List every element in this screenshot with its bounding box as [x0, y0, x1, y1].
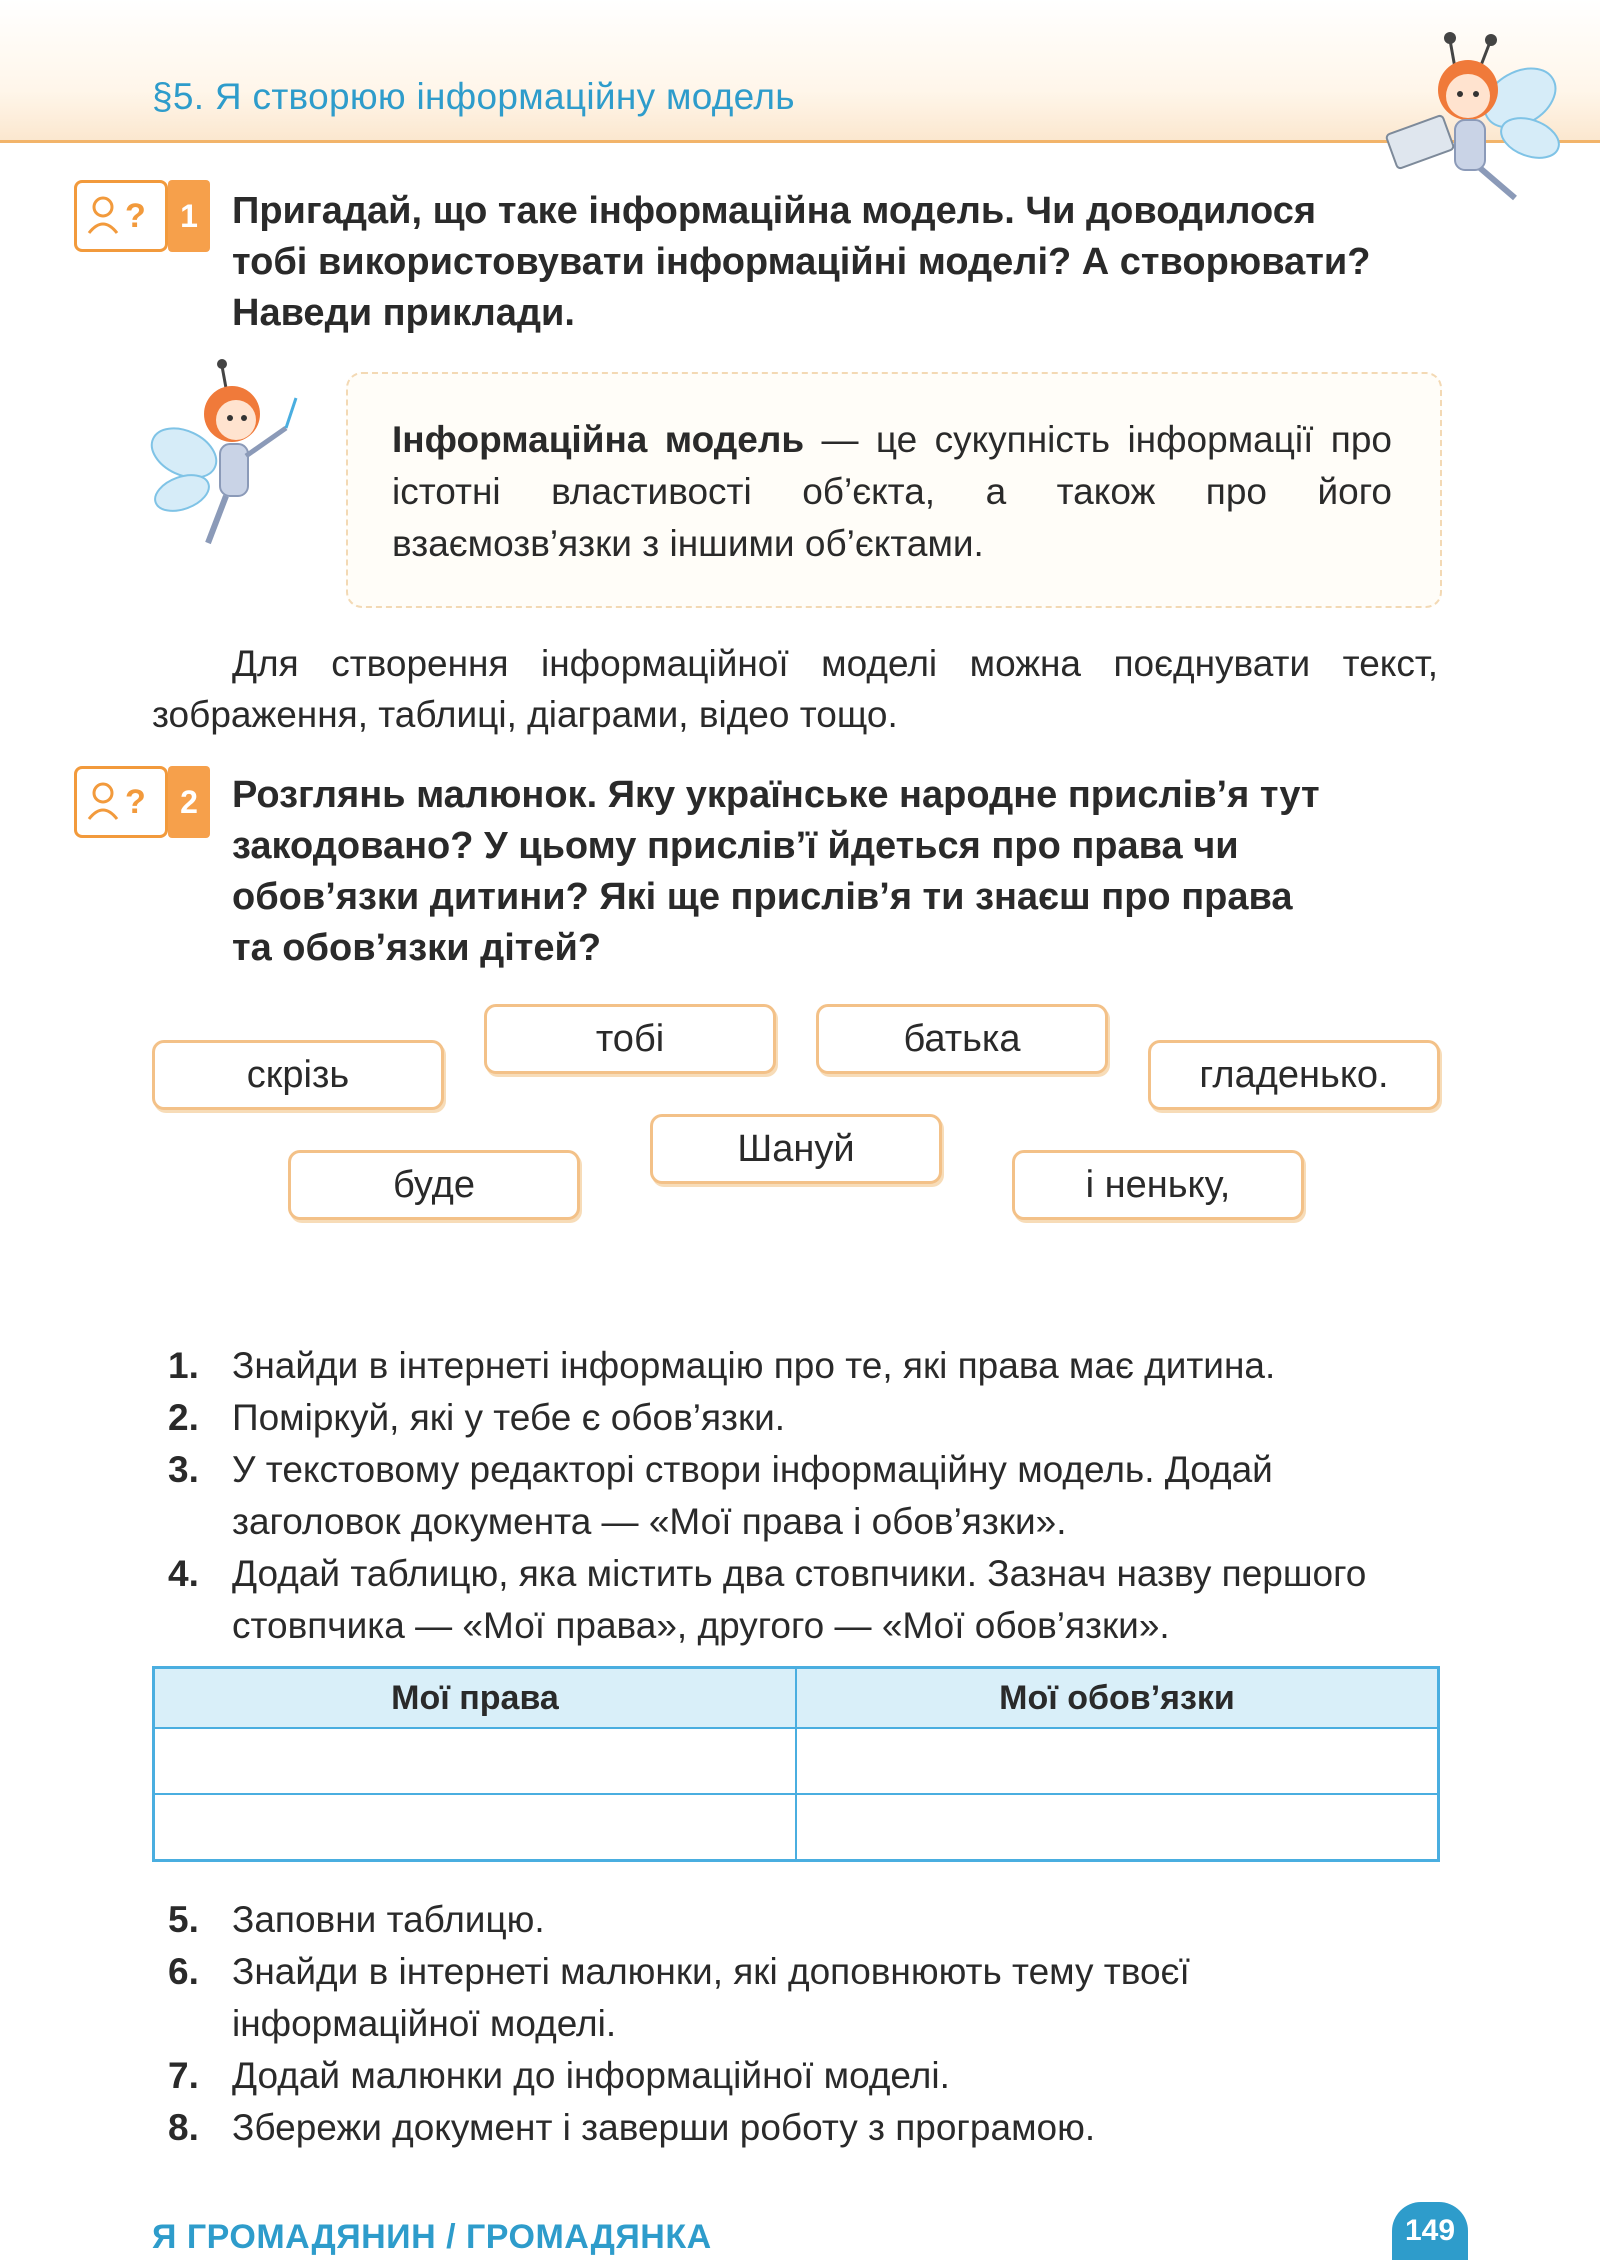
svg-text:?: ?: [125, 197, 146, 235]
task-number: 1: [168, 180, 210, 252]
step-number: 2.: [168, 1397, 199, 1438]
task1-text: [232, 186, 1440, 339]
table-cell: [796, 1794, 1439, 1861]
list-item: [168, 2102, 1440, 2154]
table-header-row: [154, 1668, 1439, 1729]
task2-line: обов’язки дитини? Які ще прислів’я ти знаєш про права: [232, 876, 1293, 918]
info-paragraph: Для створення інформаційної моделі можна поєднувати текст, зображення, таблиці, діаграми, відео тощо.: [152, 643, 1438, 735]
word-chip: тобі: [484, 1004, 776, 1074]
step-text: Додай таблицю, яка містить два стовпчики. Зазнач назву першого стовпчика — «Мої права», другого — «Мої обов’язки».: [232, 1553, 1367, 1646]
table-cell: [154, 1728, 797, 1794]
task1-line: Пригадай, що таке інформаційна модель. Чи доводилося: [232, 190, 1317, 232]
table-row: [154, 1794, 1439, 1861]
column-header-rights: Мої права: [154, 1668, 797, 1729]
task-icon-2: [74, 766, 214, 836]
word-chip: Шануй: [650, 1114, 942, 1184]
definition-body: — це сукупність інформації про істотні властивості об’єкта, а також про його взаємозв’язки з іншими об’єктами.: [392, 419, 1392, 564]
word-chip: буде: [288, 1150, 580, 1220]
list-item: [168, 1392, 1440, 1444]
step-text: Поміркуй, які у тебе є обов’язки.: [232, 1397, 786, 1438]
list-item: [168, 2050, 1440, 2102]
header-bar: [0, 0, 1600, 143]
column-header-duties: Мої обов’язки: [796, 1668, 1439, 1729]
table-row: [154, 1728, 1439, 1794]
task2-line: та обов’язки дітей?: [232, 927, 602, 969]
fairy-mascot-icon: [1370, 28, 1570, 208]
word-chip: і неньку,: [1012, 1150, 1304, 1220]
word-chip: скрізь: [152, 1040, 444, 1110]
list-item: [168, 1444, 1440, 1548]
step-text: Заповни таблицю.: [232, 1899, 545, 1940]
step-text: У текстовому редакторі створи інформаційну модель. Додай заголовок документа — «Мої права і обов’язки».: [232, 1449, 1273, 1542]
fairy-pointer-icon: [146, 358, 306, 558]
rights-table: [152, 1666, 1440, 1862]
table-cell: [796, 1728, 1439, 1794]
steps-list-2: [168, 1894, 1440, 2154]
step-number: 5.: [168, 1899, 199, 1940]
step-text: Знайди в інтернеті інформацію про те, які права має дитина.: [232, 1345, 1276, 1386]
page-number: 149: [1392, 2202, 1468, 2260]
step-text: Знайди в інтернеті малюнки, які доповнюють тему твоєї інформаційної моделі.: [232, 1951, 1190, 2044]
task-group-icon: [74, 180, 168, 252]
list-item: [168, 1894, 1440, 1946]
list-item: [168, 1340, 1440, 1392]
section-title: §5. Я створюю інформаційну модель: [152, 76, 795, 117]
step-number: 6.: [168, 1951, 199, 1992]
task-icon-1: [74, 180, 214, 250]
svg-text:?: ?: [125, 783, 146, 821]
task2-text: [232, 770, 1440, 974]
table-cell: [154, 1794, 797, 1861]
task2-line: Розглянь малюнок. Яку українське народне прислів’я тут: [232, 774, 1320, 816]
step-number: 7.: [168, 2055, 199, 2096]
step-number: 8.: [168, 2107, 199, 2148]
step-number: 3.: [168, 1449, 199, 1490]
task1-line: тобі використовувати інформаційні моделі? А створювати?: [232, 241, 1371, 283]
footer-title: Я ГРОМАДЯНИН / ГРОМАДЯНКА: [152, 2218, 712, 2256]
step-text: Збережи документ і заверши роботу з програмою.: [232, 2107, 1096, 2148]
task-group-icon: [74, 766, 168, 838]
list-item: [168, 1548, 1440, 1652]
word-chip: батька: [816, 1004, 1108, 1074]
task1-line: Наведи приклади.: [232, 292, 575, 334]
definition-term: Інформаційна модель: [392, 419, 805, 460]
definition-text: [392, 414, 1392, 570]
task2-line: закодовано? У цьому прислів’ї йдеться про права чи: [232, 825, 1239, 867]
steps-list-1: [168, 1340, 1440, 1652]
list-item: [168, 1946, 1440, 2050]
step-number: 4.: [168, 1553, 199, 1594]
step-text: Додай малюнки до інформаційної моделі.: [232, 2055, 950, 2096]
task-number: 2: [168, 766, 210, 838]
word-chip: гладенько.: [1148, 1040, 1440, 1110]
step-number: 1.: [168, 1345, 199, 1386]
